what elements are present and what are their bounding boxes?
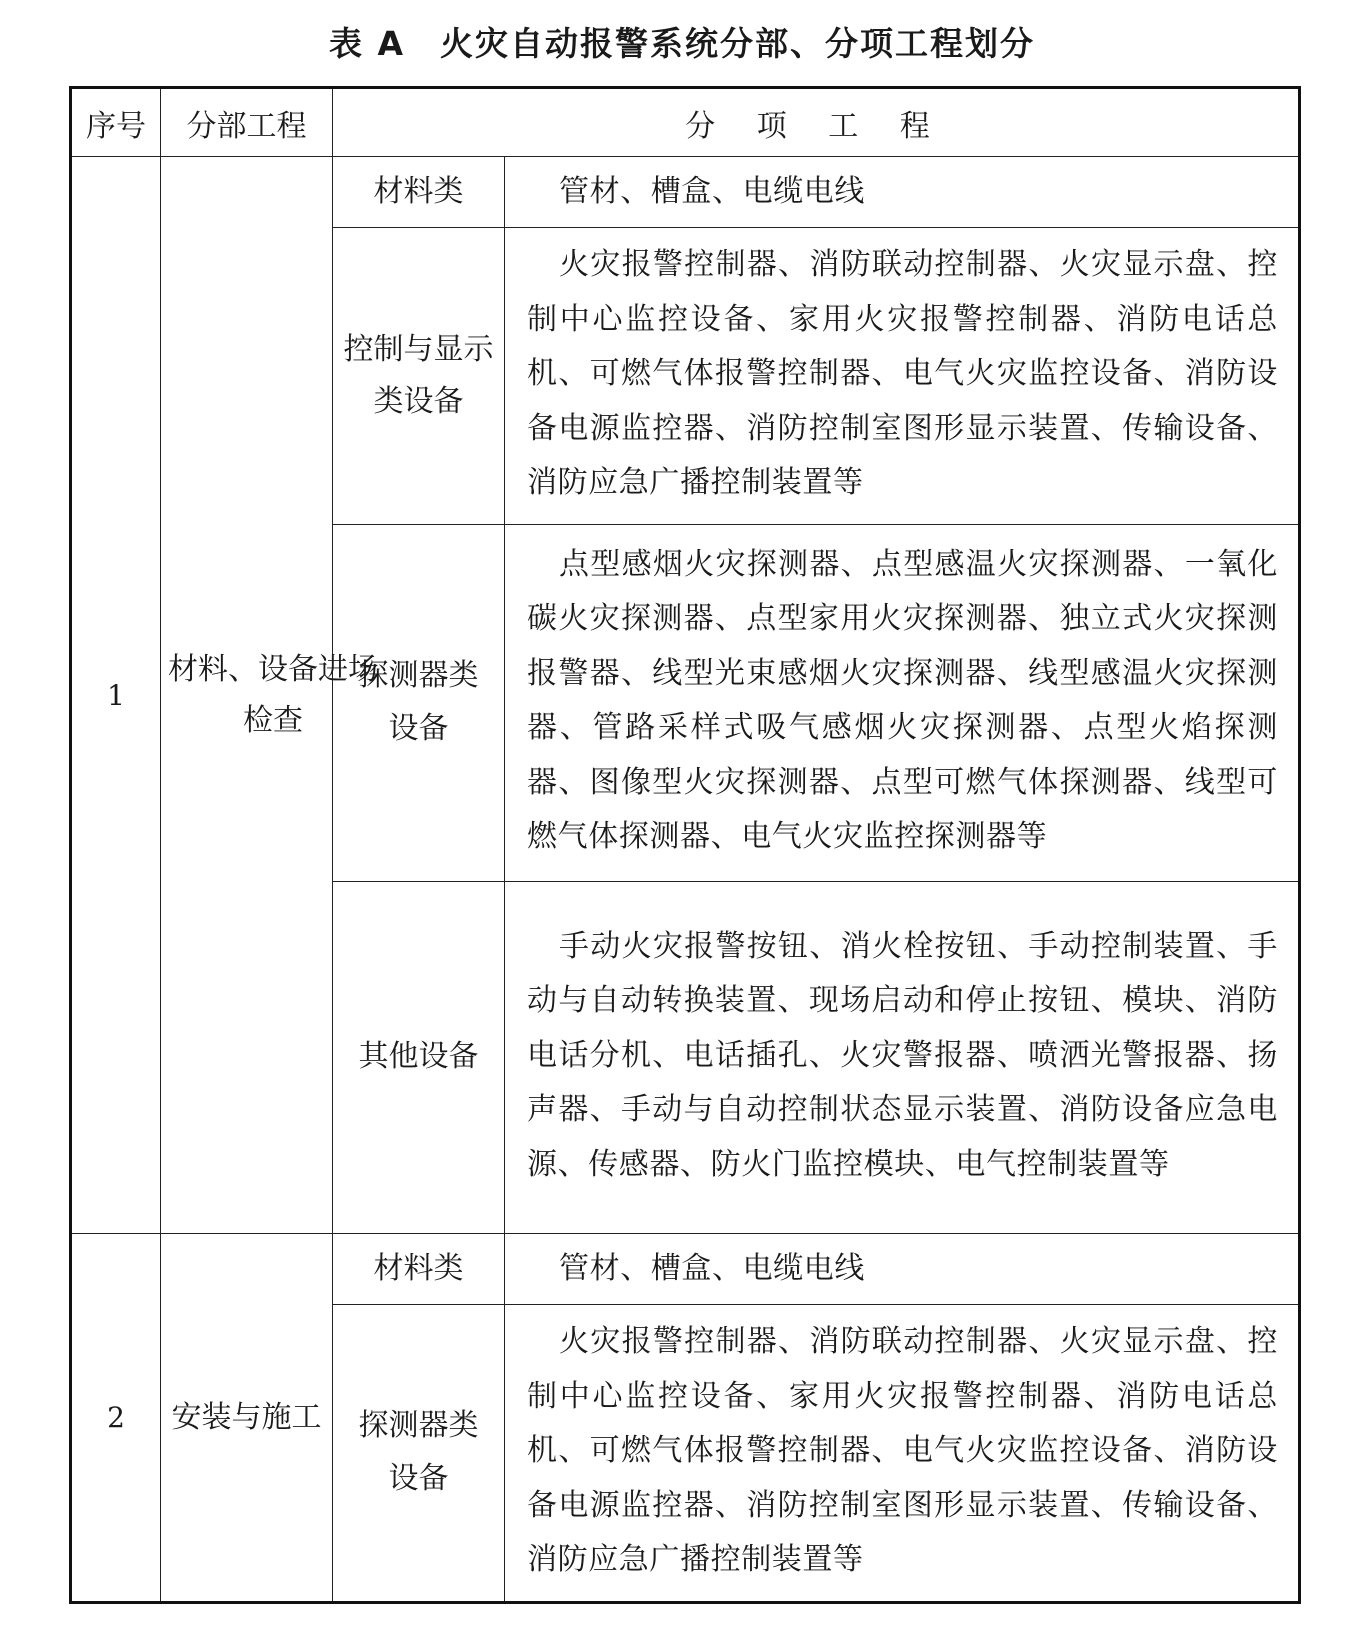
row-category xyxy=(333,525,505,882)
row-category: 材料类 xyxy=(333,1234,505,1305)
row-items: 火灾报警控制器、消防联动控制器、火灾显示盘、控制中心监控设备、家用火灾报警控制器、消防电话总机、可燃气体报警控制器、电气火灾监控设备、消防设备电源监控器、消防控制室图形显示装置、传输设备、消防应急广播控制装置等 xyxy=(505,227,1300,524)
table-title: 表 A 火灾自动报警系统分部、分项工程划分 xyxy=(328,24,1036,63)
row-seq: 2 xyxy=(71,1234,161,1603)
row-items: 点型感烟火灾探测器、点型感温火灾探测器、一氧化碳火灾探测器、点型家用火灾探测器、独立式火灾探测报警器、线型光束感烟火灾探测器、线型感温火灾探测器、管路采样式吸气感烟火灾探测器、点型火焰探测器、图像型火灾探测器、点型可燃气体探测器、线型可燃气体探测器、电气火灾监控探测器等 xyxy=(505,525,1300,882)
row-category xyxy=(333,1304,505,1602)
header-part: 分部工程 xyxy=(161,88,333,157)
category-label: 探测器类设备 xyxy=(358,1408,479,1496)
row-items: 火灾报警控制器、消防联动控制器、火灾显示盘、控制中心监控设备、家用火灾报警控制器、消防电话总机、可燃气体报警控制器、电气火灾监控设备、消防设备电源监控器、消防控制室图形显示装置、传输设备、消防应急广播控制装置等 xyxy=(505,1304,1300,1602)
header-seq: 序号 xyxy=(71,88,161,157)
part-label: 材料、设备进场检查 xyxy=(168,652,378,739)
row-items: 手动火灾报警按钮、消火栓按钮、手动控制装置、手动与自动转换装置、现场启动和停止按钮、模块、消防电话分机、电话插孔、火灾警报器、喷洒光警报器、扬声器、手动与自动控制状态显示装置、消防设备应急电源、传感器、防火门监控模块、电气控制装置等 xyxy=(505,881,1300,1234)
row-category: 其他设备 xyxy=(333,881,505,1234)
row-items: 管材、槽盒、电缆电线 xyxy=(505,1234,1300,1305)
table-row xyxy=(71,1234,1300,1305)
row-seq: 1 xyxy=(71,157,161,1234)
division-table xyxy=(69,86,1301,1604)
table-row xyxy=(71,157,1300,228)
header-row xyxy=(71,88,1300,157)
row-category xyxy=(333,227,505,524)
row-part xyxy=(161,157,378,1234)
row-items: 管材、槽盒、电缆电线 xyxy=(505,157,1300,228)
category-label: 控制与显示类设备 xyxy=(343,331,494,419)
row-category: 材料类 xyxy=(333,157,505,228)
row-part: 安装与施工 xyxy=(161,1234,333,1603)
category-label: 探测器类设备 xyxy=(358,658,479,746)
header-items: 分 项 工 程 xyxy=(333,88,1300,157)
